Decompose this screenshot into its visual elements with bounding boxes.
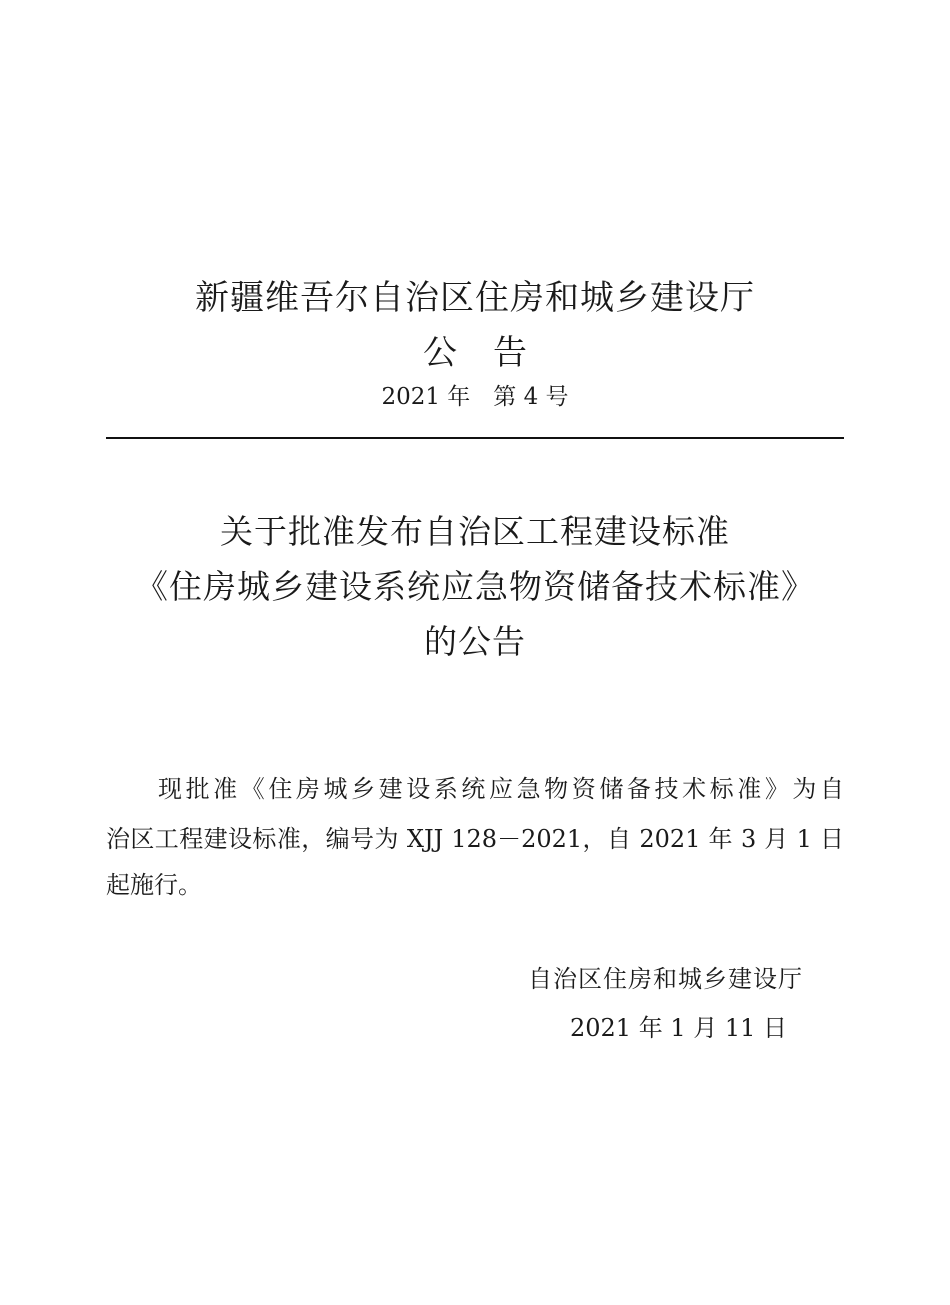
document-title-line-1: 关于批准发布自治区工程建设标准 [220, 512, 730, 551]
body-text-line-3: 起施行。 [106, 871, 202, 899]
notice-heading: 公告 [423, 333, 563, 373]
header-divider [106, 437, 844, 439]
signature-organization: 自治区住房和城乡建设厅 [528, 965, 803, 993]
body-text-line-1: 现批准《住房城乡建设系统应急物资储备技术标准》为自 [158, 775, 844, 803]
signature-date: 2021 年 1 月 11 日 [570, 1014, 788, 1042]
issuing-authority: 新疆维吾尔自治区住房和城乡建设厅 [195, 278, 755, 318]
document-title-line-2: 《住房城乡建设系统应急物资储备技术标准》 [135, 567, 815, 606]
body-text-line-2: 治区工程建设标准，编号为 XJJ 128－2021，自 2021 年 3 月 1 日 [106, 825, 844, 853]
issue-number: 2021 年 第 4 号 [381, 384, 569, 410]
document-title-line-3: 的公告 [424, 622, 526, 661]
